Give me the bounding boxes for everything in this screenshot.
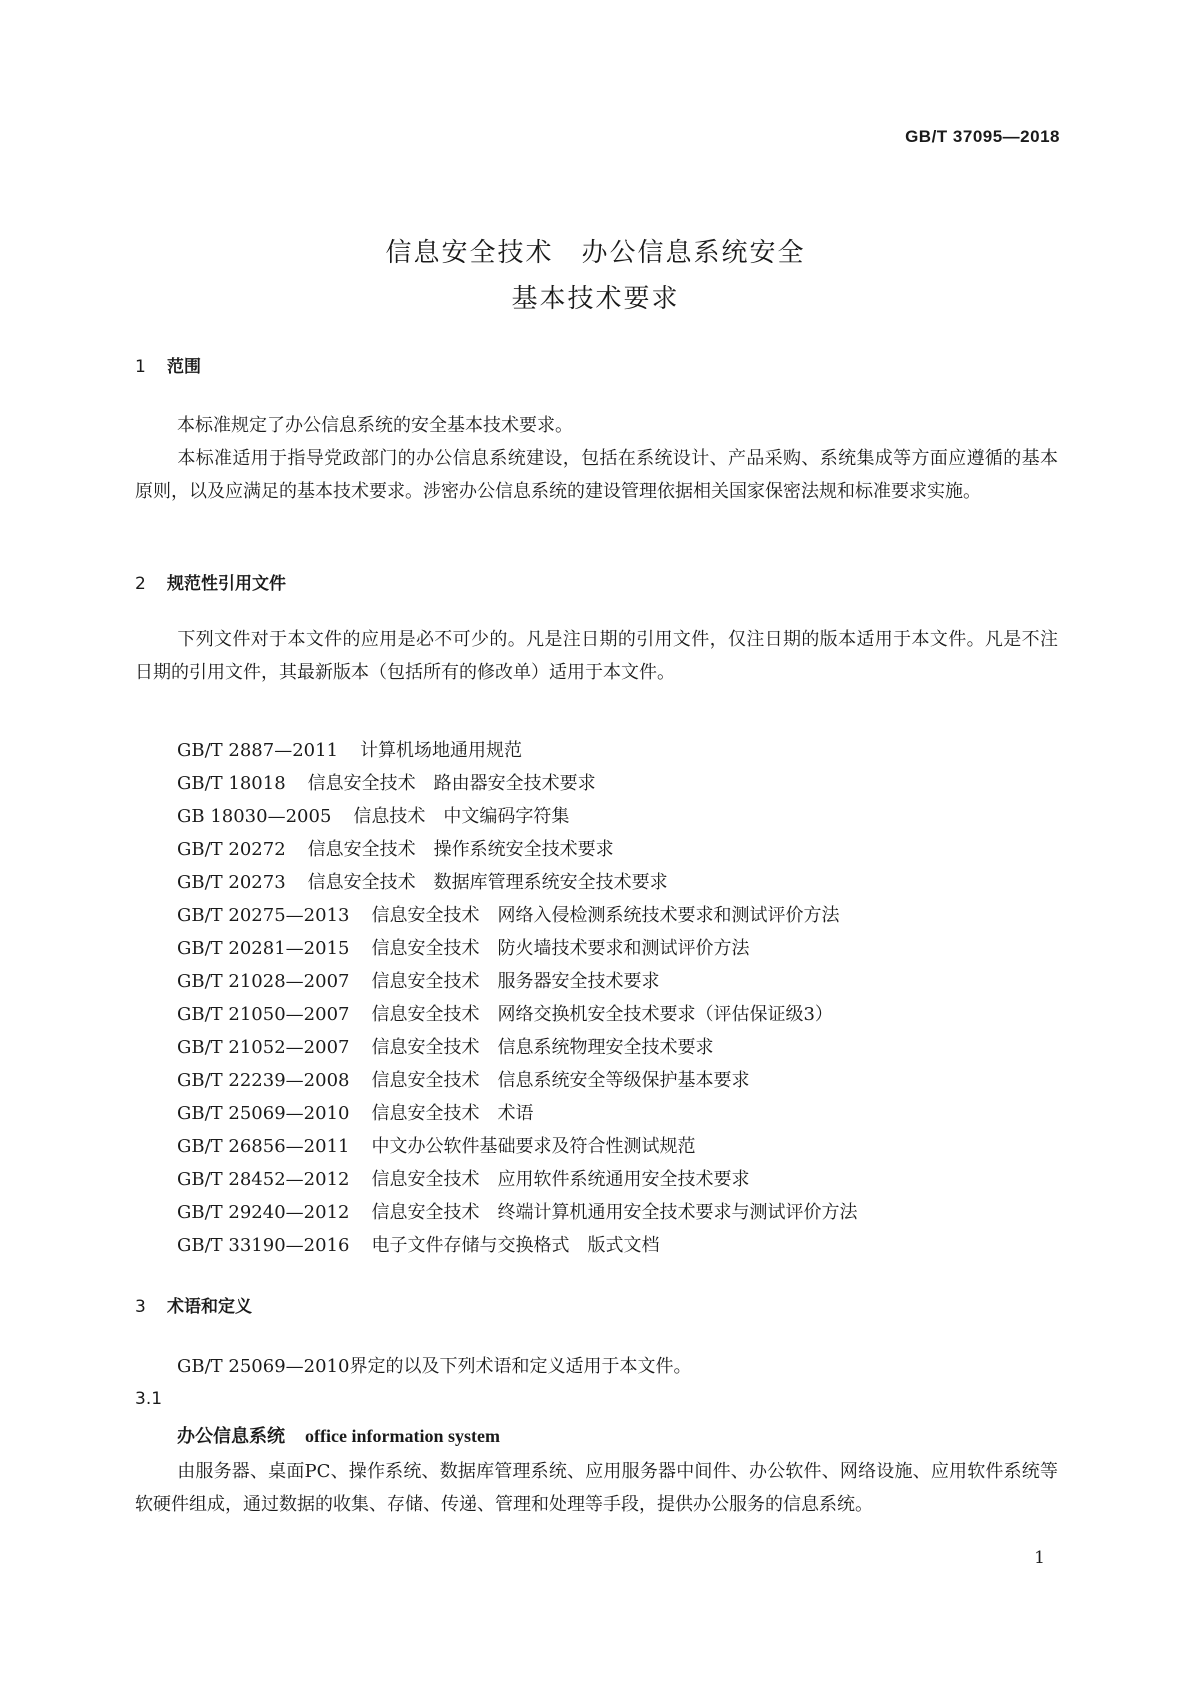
normative-references-list [177,734,857,1262]
reference-item [177,1229,857,1262]
reference-item [177,1064,857,1097]
reference-title: 信息安全技术 操作系统安全技术要求 [307,839,614,860]
section-2-heading [135,569,286,594]
reference-item [177,965,857,998]
term-chinese: 办公信息系统 [177,1426,285,1447]
reference-title: 信息安全技术 应用软件系统通用安全技术要求 [371,1169,750,1190]
section-1-heading [135,352,201,377]
reference-code: GB/T 28452—2012 [177,1169,350,1190]
terms-intro: GB/T 25069—2010界定的以及下列术语和定义适用于本文件。 [177,1356,692,1377]
reference-code: GB 18030—2005 [177,806,332,827]
reference-title: 信息安全技术 防火墙技术要求和测试评价方法 [371,938,750,959]
reference-item [177,1130,857,1163]
reference-item [177,767,857,800]
section-3-heading [135,1292,252,1317]
reference-title: 信息技术 中文编码字符集 [353,806,570,827]
reference-code: GB/T 33190—2016 [177,1235,350,1256]
scope-paragraph-2: 本标准适用于指导党政部门的办公信息系统建设，包括在系统设计、产品采购、系统集成等方面应遵循的基本原则，以及应满足的基本技术要求。涉密办公信息系统的建设管理依据相关国家保密法规和标准要求实施。 [135,448,1058,502]
reference-title: 信息安全技术 路由器安全技术要求 [307,773,596,794]
reference-code: GB/T 2887—2011 [177,740,339,761]
section-title: 范围 [167,357,201,377]
scope-paragraph-1: 本标准规定了办公信息系统的安全基本技术要求。 [177,415,573,436]
reference-title: 信息安全技术 信息系统安全等级保护基本要求 [371,1070,750,1091]
term-english: office information system [305,1426,500,1446]
reference-item [177,800,857,833]
reference-code: GB/T 26856—2011 [177,1136,350,1157]
reference-title: 电子文件存储与交换格式 版式文档 [371,1235,660,1256]
reference-code: GB/T 20272 [177,839,286,860]
term-number: 3.1 [135,1389,163,1409]
reference-item [177,1097,857,1130]
reference-item [177,932,857,965]
reference-item [177,1196,857,1229]
reference-item [177,998,857,1031]
reference-title: 信息安全技术 服务器安全技术要求 [371,971,660,992]
reference-code: GB/T 21052—2007 [177,1037,350,1058]
reference-title: 信息安全技术 网络入侵检测系统技术要求和测试评价方法 [371,905,840,926]
reference-code: GB/T 22239—2008 [177,1070,350,1091]
reference-title: 信息安全技术 数据库管理系统安全技术要求 [307,872,668,893]
reference-item [177,734,857,767]
reference-code: GB/T 21050—2007 [177,1004,350,1025]
term-name [177,1422,500,1448]
reference-item [177,1163,857,1196]
reference-code: GB/T 18018 [177,773,286,794]
section-title: 规范性引用文件 [167,574,286,594]
section-number: 2 [135,574,146,594]
document-title-line-2: 基本技术要求 [511,284,680,314]
reference-code: GB/T 29240—2012 [177,1202,350,1223]
standard-code: GB/T 37095—2018 [905,127,1060,146]
reference-code: GB/T 20281—2015 [177,938,350,959]
reference-title: 计算机场地通用规范 [360,740,523,761]
reference-title: 信息安全技术 网络交换机安全技术要求（评估保证级3） [371,1004,833,1025]
reference-code: GB/T 25069—2010 [177,1103,350,1124]
reference-code: GB/T 20275—2013 [177,905,350,926]
reference-code: GB/T 20273 [177,872,286,893]
reference-title: 信息安全技术 终端计算机通用安全技术要求与测试评价方法 [371,1202,858,1223]
reference-item [177,899,857,932]
page-number: 1 [1034,1548,1045,1568]
reference-title: 中文办公软件基础要求及符合性测试规范 [371,1136,696,1157]
references-intro: 下列文件对于本文件的应用是必不可少的。凡是注日期的引用文件，仅注日期的版本适用于本文件。凡是不注日期的引用文件，其最新版本（包括所有的修改单）适用于本文件。 [135,629,1058,683]
reference-item [177,866,857,899]
reference-item [177,1031,857,1064]
reference-code: GB/T 21028—2007 [177,971,350,992]
reference-item [177,833,857,866]
section-number: 1 [135,357,146,377]
term-definition: 由服务器、桌面PC、操作系统、数据库管理系统、应用服务器中间件、办公软件、网络设施、应用软件系统等软硬件组成，通过数据的收集、存储、传递、管理和处理等手段，提供办公服务的信息系统。 [135,1461,1058,1515]
reference-title: 信息安全技术 术语 [371,1103,534,1124]
section-title: 术语和定义 [167,1297,252,1317]
reference-title: 信息安全技术 信息系统物理安全技术要求 [371,1037,714,1058]
section-number: 3 [135,1297,146,1317]
document-title-line-1: 信息安全技术 办公信息系统安全 [385,238,806,268]
